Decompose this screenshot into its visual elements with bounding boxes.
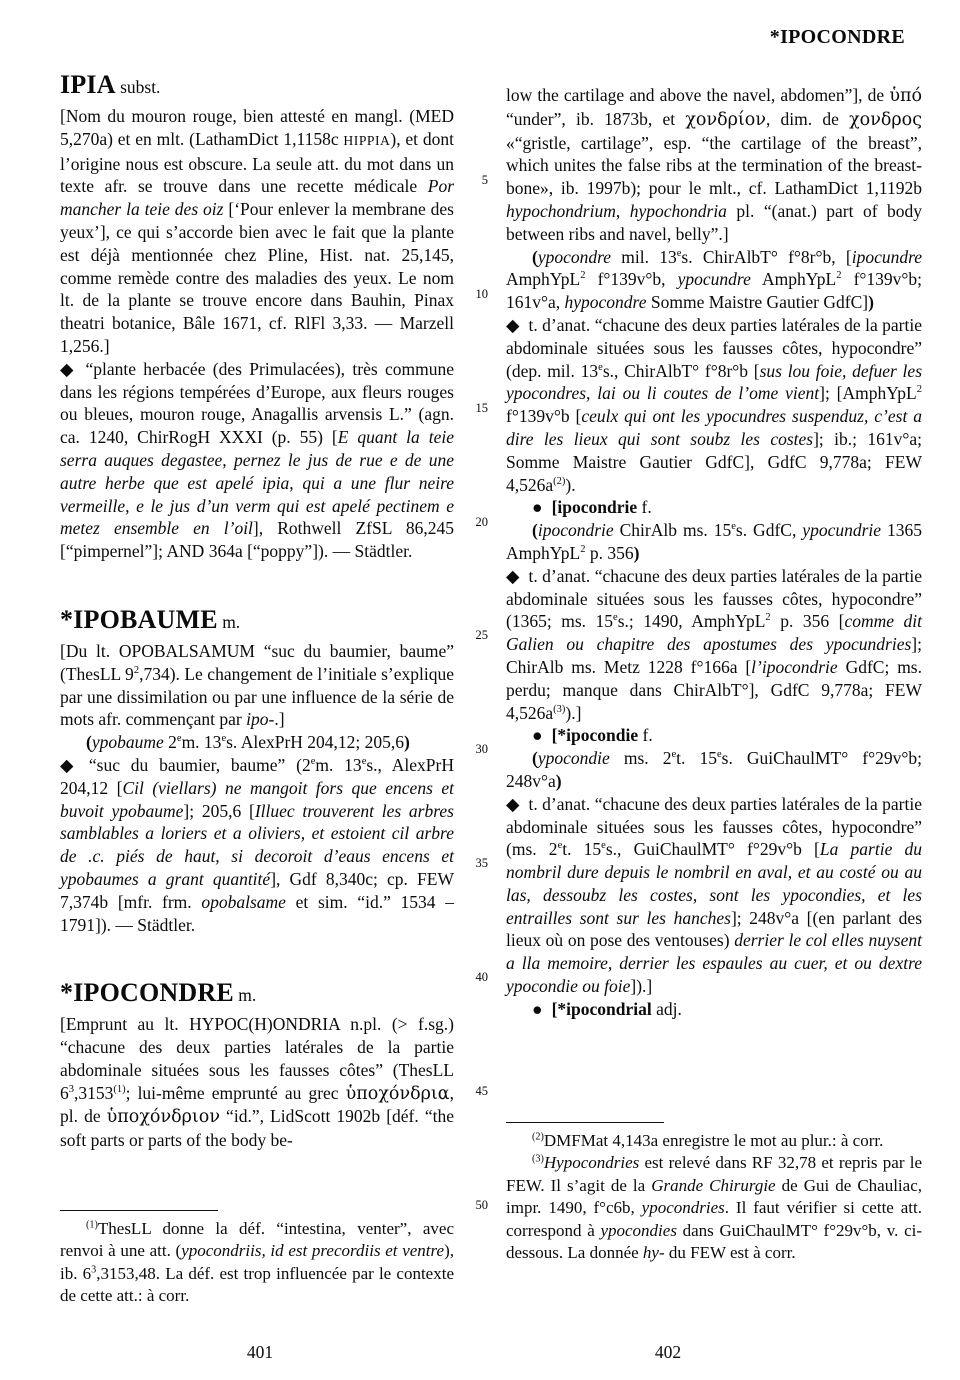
text-run: et sim. “id.” 1534 – 1791]). — Städtler. bbox=[60, 891, 454, 935]
text-run: Hypocondries bbox=[543, 1153, 640, 1173]
derivative-bullet-icon: ● bbox=[532, 497, 543, 518]
text-run: 3 bbox=[68, 1083, 74, 1095]
text-run: “plante herbacée (des Primulacées), très commune dans les régions tempérées d’Europe, aux fleurs rouges ou bleues, mouron rouge, Anagallis arvensis L.” (agn. ca. 1240, ChirRogH XXXI (p. 55) [ bbox=[60, 358, 454, 448]
text-run: s.; 1490, AmphYpL bbox=[617, 611, 766, 632]
line-number-gutter bbox=[458, 0, 488, 1380]
text-run: ) bbox=[404, 732, 410, 753]
text-run: m. 13 bbox=[181, 732, 222, 753]
text-run: ) bbox=[633, 542, 640, 563]
text-run: [*ipocondrial bbox=[551, 998, 652, 1019]
text-run: “suc du baumier, baume” (2 bbox=[88, 754, 311, 775]
text-run: [Nom du mouron rouge, bien attesté en mangl. (MED 5,270a) et en mlt. (LathamDict 1,1158c bbox=[60, 106, 454, 149]
text-run: *IPOCONDRE bbox=[60, 978, 234, 1008]
footnote-3 bbox=[506, 1152, 922, 1264]
sense-diamond-icon: ◆ bbox=[60, 754, 80, 775]
text-run: f°139v°b; 161v°a, bbox=[506, 269, 923, 313]
text-run: f. bbox=[637, 497, 652, 518]
text-run: [ipocondrie bbox=[551, 497, 638, 518]
line-number: 20 bbox=[475, 514, 488, 529]
text-run: ]; 248v°a [(en parlant des lieux où on pose des ventouses) bbox=[506, 907, 923, 951]
sense-diamond-icon: ◆ bbox=[506, 793, 520, 814]
text-run: ypocondie bbox=[537, 748, 610, 769]
text-run: (1) bbox=[86, 1219, 98, 1231]
attested-forms-ipocondie bbox=[506, 747, 922, 793]
text-run: 2 bbox=[133, 664, 140, 676]
text-run: ), ib. 6 bbox=[60, 1241, 454, 1283]
derived-form-ipocondie bbox=[506, 724, 922, 747]
text-run: derrier le col elles nuysent a lla memoire, derrier les espaules au cuer, et ou dextre ypocondie ou foie bbox=[506, 930, 922, 997]
derivative-bullet-icon: ● bbox=[532, 998, 543, 1019]
text-run: ( bbox=[532, 748, 538, 769]
text-run: (2) bbox=[532, 1131, 544, 1143]
sense-diamond-icon: ◆ bbox=[506, 314, 520, 335]
entry-headword-ipobaume bbox=[60, 605, 454, 637]
text-run: sus lou foie, defuer les ypocondres, lai ou li coutes de l’ome vient bbox=[506, 360, 922, 404]
text-run: ; lui-même emprunté au grec bbox=[125, 1082, 346, 1103]
text-run: AmphYpL bbox=[750, 269, 837, 290]
text-run: hypocondre bbox=[564, 292, 647, 313]
footnote-area-left bbox=[60, 1210, 454, 1308]
text-run: ypocundrie bbox=[802, 520, 882, 541]
text-run: ]; ChirAlb ms. Metz 1228 f°166a [ bbox=[506, 634, 922, 677]
line-number: 15 bbox=[475, 400, 488, 415]
text-run: m. bbox=[233, 985, 257, 1006]
line-number: 35 bbox=[475, 856, 488, 871]
text-run: ]; ib.; 161v°a; Somme Maistre Gautier GdfC], GdfC 9,778a; FEW 4,526a bbox=[506, 428, 922, 495]
text-run: 2 bbox=[916, 384, 922, 396]
text-run: DMFMat 4,143a enregistre le mot au plur.: à corr. bbox=[543, 1131, 884, 1150]
column-left bbox=[60, 70, 454, 1152]
text-run: ὑπό bbox=[889, 86, 922, 106]
text-run: (3) bbox=[553, 703, 566, 715]
text-run: s., ChirAlbT° f°8r°b [ bbox=[602, 360, 760, 381]
text-run: dans GuiChaulMT° f°29v°b, v. ci-dessous. La donnée bbox=[506, 1220, 923, 1263]
text-run: ypocondre bbox=[537, 246, 612, 267]
text-run: 2 bbox=[836, 270, 842, 282]
text-run: pl. “(anat.) part of body between ribs and navel, belly”.] bbox=[506, 200, 923, 244]
footnote-separator bbox=[506, 1122, 664, 1123]
column-right bbox=[506, 84, 922, 1021]
text-run: , pl. de bbox=[60, 1082, 454, 1127]
text-run: 1365 AmphYpL bbox=[506, 520, 922, 563]
text-run: e bbox=[731, 521, 736, 533]
text-run: χονδρίον bbox=[685, 109, 766, 130]
text-run: f°139v°b, bbox=[585, 269, 678, 290]
footnote-1 bbox=[60, 1218, 454, 1308]
sense-definition-ipocondie bbox=[506, 793, 922, 998]
text-run: e bbox=[557, 840, 563, 852]
line-number: 30 bbox=[475, 742, 488, 757]
text-run: t. 15 bbox=[562, 839, 602, 860]
text-run: 3 bbox=[91, 1264, 97, 1276]
text-run: ]).] bbox=[630, 976, 653, 997]
text-run: f°139v°b [ bbox=[506, 406, 582, 427]
text-run: . Il faut vérifier si cette att. correspond à bbox=[506, 1198, 922, 1240]
text-run: ypobaume bbox=[91, 732, 164, 753]
line-number: 5 bbox=[481, 173, 488, 187]
text-run: ,3153,48. La déf. est trop influencée par le contexte de cette att.: à corr. bbox=[60, 1263, 454, 1306]
text-run: ceulx qui ont les ypocundres suspenduz, c’est a dire les lieux qui sont soubz les costes bbox=[506, 406, 922, 449]
text-run: ThesLL donne la déf. “intestina, venter”, avec renvoi à une att. ( bbox=[60, 1219, 454, 1261]
line-number: 40 bbox=[475, 969, 488, 984]
text-run: s. GdfC, bbox=[735, 520, 803, 541]
text-run: “under”, ib. 1873b, et bbox=[506, 108, 686, 129]
text-run: m. 13 bbox=[315, 754, 362, 775]
text-run: e bbox=[676, 247, 682, 259]
text-run: t. d’anat. “chacune des deux parties latérales de la partie abdominale situées sous les fausses côtes, hypocondre” (dep. mil. 13 bbox=[506, 314, 922, 381]
line-number: 25 bbox=[475, 628, 488, 643]
text-run: [Emprunt au lt. HYPOC(H)ONDRIA n.pl. (> f.sg.) “chacune des deux parties latérales de la partie abdominale situées sous les fausses côtes” (ThesLL 6 bbox=[60, 1014, 454, 1103]
text-run: l’ipocondrie bbox=[751, 656, 838, 677]
text-run: e bbox=[598, 361, 603, 373]
text-run: ipocundre bbox=[851, 246, 923, 267]
text-run: ], Rothwell ZfSL 86,245 [“pimpernel”]; AND 364a [“poppy”]). — Städtler. bbox=[60, 518, 454, 562]
text-run: , dim. de bbox=[765, 108, 850, 129]
text-run: Illuec trouverent les arbres samblables a loriers et a oliviers, et estoient cil arbre de .c. piés de haut, si decoroit d’eaus encens et ypobaumes a grant quantité bbox=[60, 800, 454, 889]
text-run: ὑποχόνδριον bbox=[106, 1107, 220, 1128]
line-number: 10 bbox=[475, 286, 488, 301]
text-run: ms. 2 bbox=[609, 748, 672, 769]
text-run: s., AlexPrH 204,12 [ bbox=[60, 754, 454, 798]
text-run: .] bbox=[274, 709, 285, 730]
text-run: t. d’anat. “chacune des deux parties latérales de la partie abdominale situées sous les fausses côtes, hypocondre” (1365; ms. 15 bbox=[506, 565, 922, 632]
text-run: *IPOBAUME bbox=[60, 604, 218, 634]
text-run: e bbox=[613, 612, 618, 624]
text-run: f. bbox=[638, 725, 653, 746]
sense-definition-ipocondre bbox=[506, 314, 922, 496]
text-run: s. ChirAlbT° f°8r°b, [ bbox=[681, 246, 852, 267]
text-run: «“gristle, cartilage”, esp. “the cartilage of the breast”, which unites the false ribs at the termination of the breast-bone», ib. 1997b); pour le mlt., cf. LathamDict 1,1192b bbox=[506, 132, 922, 199]
text-run: e bbox=[221, 733, 227, 745]
text-run: [‘Pour enlever la membrane des yeux’], ce qui s’accorde bien avec le fait que la plante est déjà mentionnée chez Pline, Hist. nat. 25,145, comme remède contre des maladies des yeux. Le nom lt. de la plante se trouve encore dans Bauhin, Pinax theatri botanice, Bâle 1671, cf. RlFl 3,33. — Marzell 1,256.] bbox=[60, 199, 454, 356]
text-run: ( bbox=[532, 246, 538, 267]
etymology-continuation bbox=[506, 84, 922, 246]
text-run: ChirAlb ms. 15 bbox=[613, 520, 732, 541]
text-run: comme dit Galien ou chapitre des apostumes des ypocundries bbox=[506, 611, 922, 655]
text-run: AmphYpL bbox=[506, 269, 581, 290]
text-run: p. 356 bbox=[585, 542, 634, 563]
attested-forms-ipocondrie bbox=[506, 519, 922, 565]
text-run: ,3153 bbox=[74, 1082, 114, 1103]
etymology-commentary-ipocondre bbox=[60, 1013, 454, 1152]
text-run: (3) bbox=[532, 1153, 544, 1165]
text-run: ]; [AmphYpL bbox=[819, 383, 917, 404]
running-head: *IPOCONDRE bbox=[769, 26, 905, 48]
footnote-area-right bbox=[506, 1122, 922, 1264]
text-run: (1) bbox=[113, 1083, 126, 1095]
text-run: HIPPIA bbox=[343, 132, 391, 148]
text-run: Grande Chirurgie bbox=[651, 1175, 776, 1195]
derivative-bullet-icon: ● bbox=[532, 725, 543, 746]
text-run: ) bbox=[868, 292, 874, 313]
sense-definition-ipocondrie bbox=[506, 565, 922, 725]
text-run: ( bbox=[86, 732, 92, 753]
text-run: ,734). Le changement de l’initiale s’explique par une dissimilation ou par une influence de la série de mots afr. commençant par bbox=[60, 663, 454, 730]
text-run: ( bbox=[532, 520, 538, 541]
text-run: ], Gdf 8,340c; cp. FEW 7,374b [mfr. frm. bbox=[60, 868, 454, 912]
page-number-left: 401 bbox=[246, 1342, 274, 1362]
text-run: E quant la teie serra auques degastee, pernez le jus de rue e de une autre herbe que est apelé ipia, qui a une flur neire vermeille, e le jus d’un verm qui est apelé pectinem e metez ensemble en l’oil bbox=[60, 427, 454, 539]
text-run: 2 bbox=[580, 544, 586, 556]
text-run: hypochondria bbox=[629, 200, 727, 221]
attested-forms-ipocondre bbox=[506, 246, 922, 314]
text-run: ) bbox=[555, 770, 562, 791]
text-run: (2) bbox=[553, 475, 566, 487]
text-run: p. 356 [ bbox=[770, 611, 845, 632]
text-run: s. GuiChaulMT° f°29v°b; 248v°a bbox=[506, 748, 922, 791]
page-number-right: 402 bbox=[654, 1342, 682, 1362]
text-run: opobalsame bbox=[201, 891, 286, 912]
text-run: du FEW est à corr. bbox=[664, 1243, 796, 1263]
text-run: adj. bbox=[651, 998, 682, 1019]
etymology-commentary-ipia bbox=[60, 105, 454, 358]
text-run: hy- bbox=[642, 1243, 665, 1263]
text-run: mil. 13 bbox=[611, 246, 677, 267]
text-run: t. d’anat. “chacune des deux parties latérales de la partie abdominale situées sous les fausses côtes, hypocondre” (ms. 2 bbox=[506, 793, 922, 860]
text-run: s., GuiChaulMT° f°29v°b [ bbox=[605, 839, 820, 860]
sense-diamond-icon: ◆ bbox=[60, 358, 77, 379]
text-run: 2 bbox=[163, 732, 177, 753]
text-run: [*ipocondie bbox=[551, 725, 639, 746]
text-run: m. bbox=[217, 611, 241, 632]
text-run: s. AlexPrH 204,12; 205,6 bbox=[226, 732, 405, 753]
text-run: Cil (viellars) ne mangoit fors que encens et buvoit ypobaume bbox=[60, 777, 454, 821]
text-run: 2 bbox=[765, 612, 771, 624]
sense-definition-ipia bbox=[60, 358, 454, 563]
text-run: e bbox=[310, 756, 316, 768]
text-run: hypochondrium bbox=[506, 200, 616, 221]
text-run: ), et dont l’origine nous est obscure. La seule att. du mot dans un texte afr. se trouve dans une recette médicale bbox=[60, 128, 454, 197]
text-run: ). bbox=[565, 474, 576, 495]
line-number: 50 bbox=[475, 1197, 488, 1212]
entry-headword-ipia bbox=[60, 70, 454, 102]
text-run: est relevé dans RF 32,78 et repris par le FEW. Il s’agit de la bbox=[506, 1153, 922, 1195]
text-run: subst. bbox=[115, 77, 161, 97]
text-run: e bbox=[671, 749, 677, 761]
derived-form-ipocondrie bbox=[506, 496, 922, 519]
sense-definition-ipobaume bbox=[60, 754, 454, 936]
text-run: ipo- bbox=[246, 709, 275, 730]
text-run: Somme Maistre Gautier GdfC] bbox=[646, 292, 869, 313]
text-run: low the cartilage and above the navel, abdomen”], de bbox=[506, 85, 890, 105]
text-run: [Du lt. OPOBALSAMUM “suc du baumier, baume” (ThesLL 9 bbox=[60, 640, 454, 684]
text-run: e bbox=[716, 749, 722, 761]
line-number: 45 bbox=[475, 1083, 488, 1098]
derived-form-ipocondrial bbox=[506, 998, 922, 1021]
text-run: ]; 205,6 [ bbox=[183, 800, 255, 821]
sense-diamond-icon: ◆ bbox=[506, 565, 520, 586]
entry-headword-ipocondre bbox=[60, 978, 454, 1010]
text-run: ypocondies bbox=[600, 1220, 677, 1240]
text-run: ὑποχόνδρια bbox=[345, 1083, 450, 1104]
text-run: t. 15 bbox=[676, 748, 717, 769]
attested-forms-ipobaume bbox=[60, 731, 454, 754]
text-run: e bbox=[176, 733, 182, 745]
text-run: IPIA bbox=[60, 70, 116, 99]
footnote-separator bbox=[60, 1210, 218, 1211]
text-run: e bbox=[361, 756, 367, 768]
text-run: 2 bbox=[580, 270, 586, 282]
text-run: “id.”, LidScott 1902b [déf. “the soft parts or parts of the body be- bbox=[60, 1106, 454, 1151]
text-run: ).] bbox=[565, 702, 582, 723]
text-run: Por mancher la teie des oiz bbox=[60, 176, 454, 220]
text-run: ipocondrie bbox=[537, 520, 614, 541]
text-run: e bbox=[601, 840, 606, 852]
text-run: GdfC; ms. perdu; manque dans ChirAlbT°], GdfC 9,778a; FEW 4,526a bbox=[506, 656, 922, 723]
text-run: χονδρος bbox=[849, 109, 923, 130]
text-run: ypocundre bbox=[677, 269, 751, 290]
text-run: ypocondries bbox=[641, 1198, 725, 1218]
text-run: La partie du nombril dure depuis le nombril en aval, et au costé ou au las, dessoubz les costes, sont les ypocondies, et les entrailles sont sur les hanches bbox=[506, 839, 923, 928]
etymology-commentary-ipobaume bbox=[60, 640, 454, 731]
text-run: ypocondriis, id est precordiis et ventre bbox=[181, 1241, 445, 1261]
footnote-2 bbox=[506, 1130, 922, 1152]
text-run: de Gui de Chauliac, impr. 1490, f°c6b, bbox=[506, 1175, 922, 1218]
text-run: , bbox=[615, 200, 630, 221]
